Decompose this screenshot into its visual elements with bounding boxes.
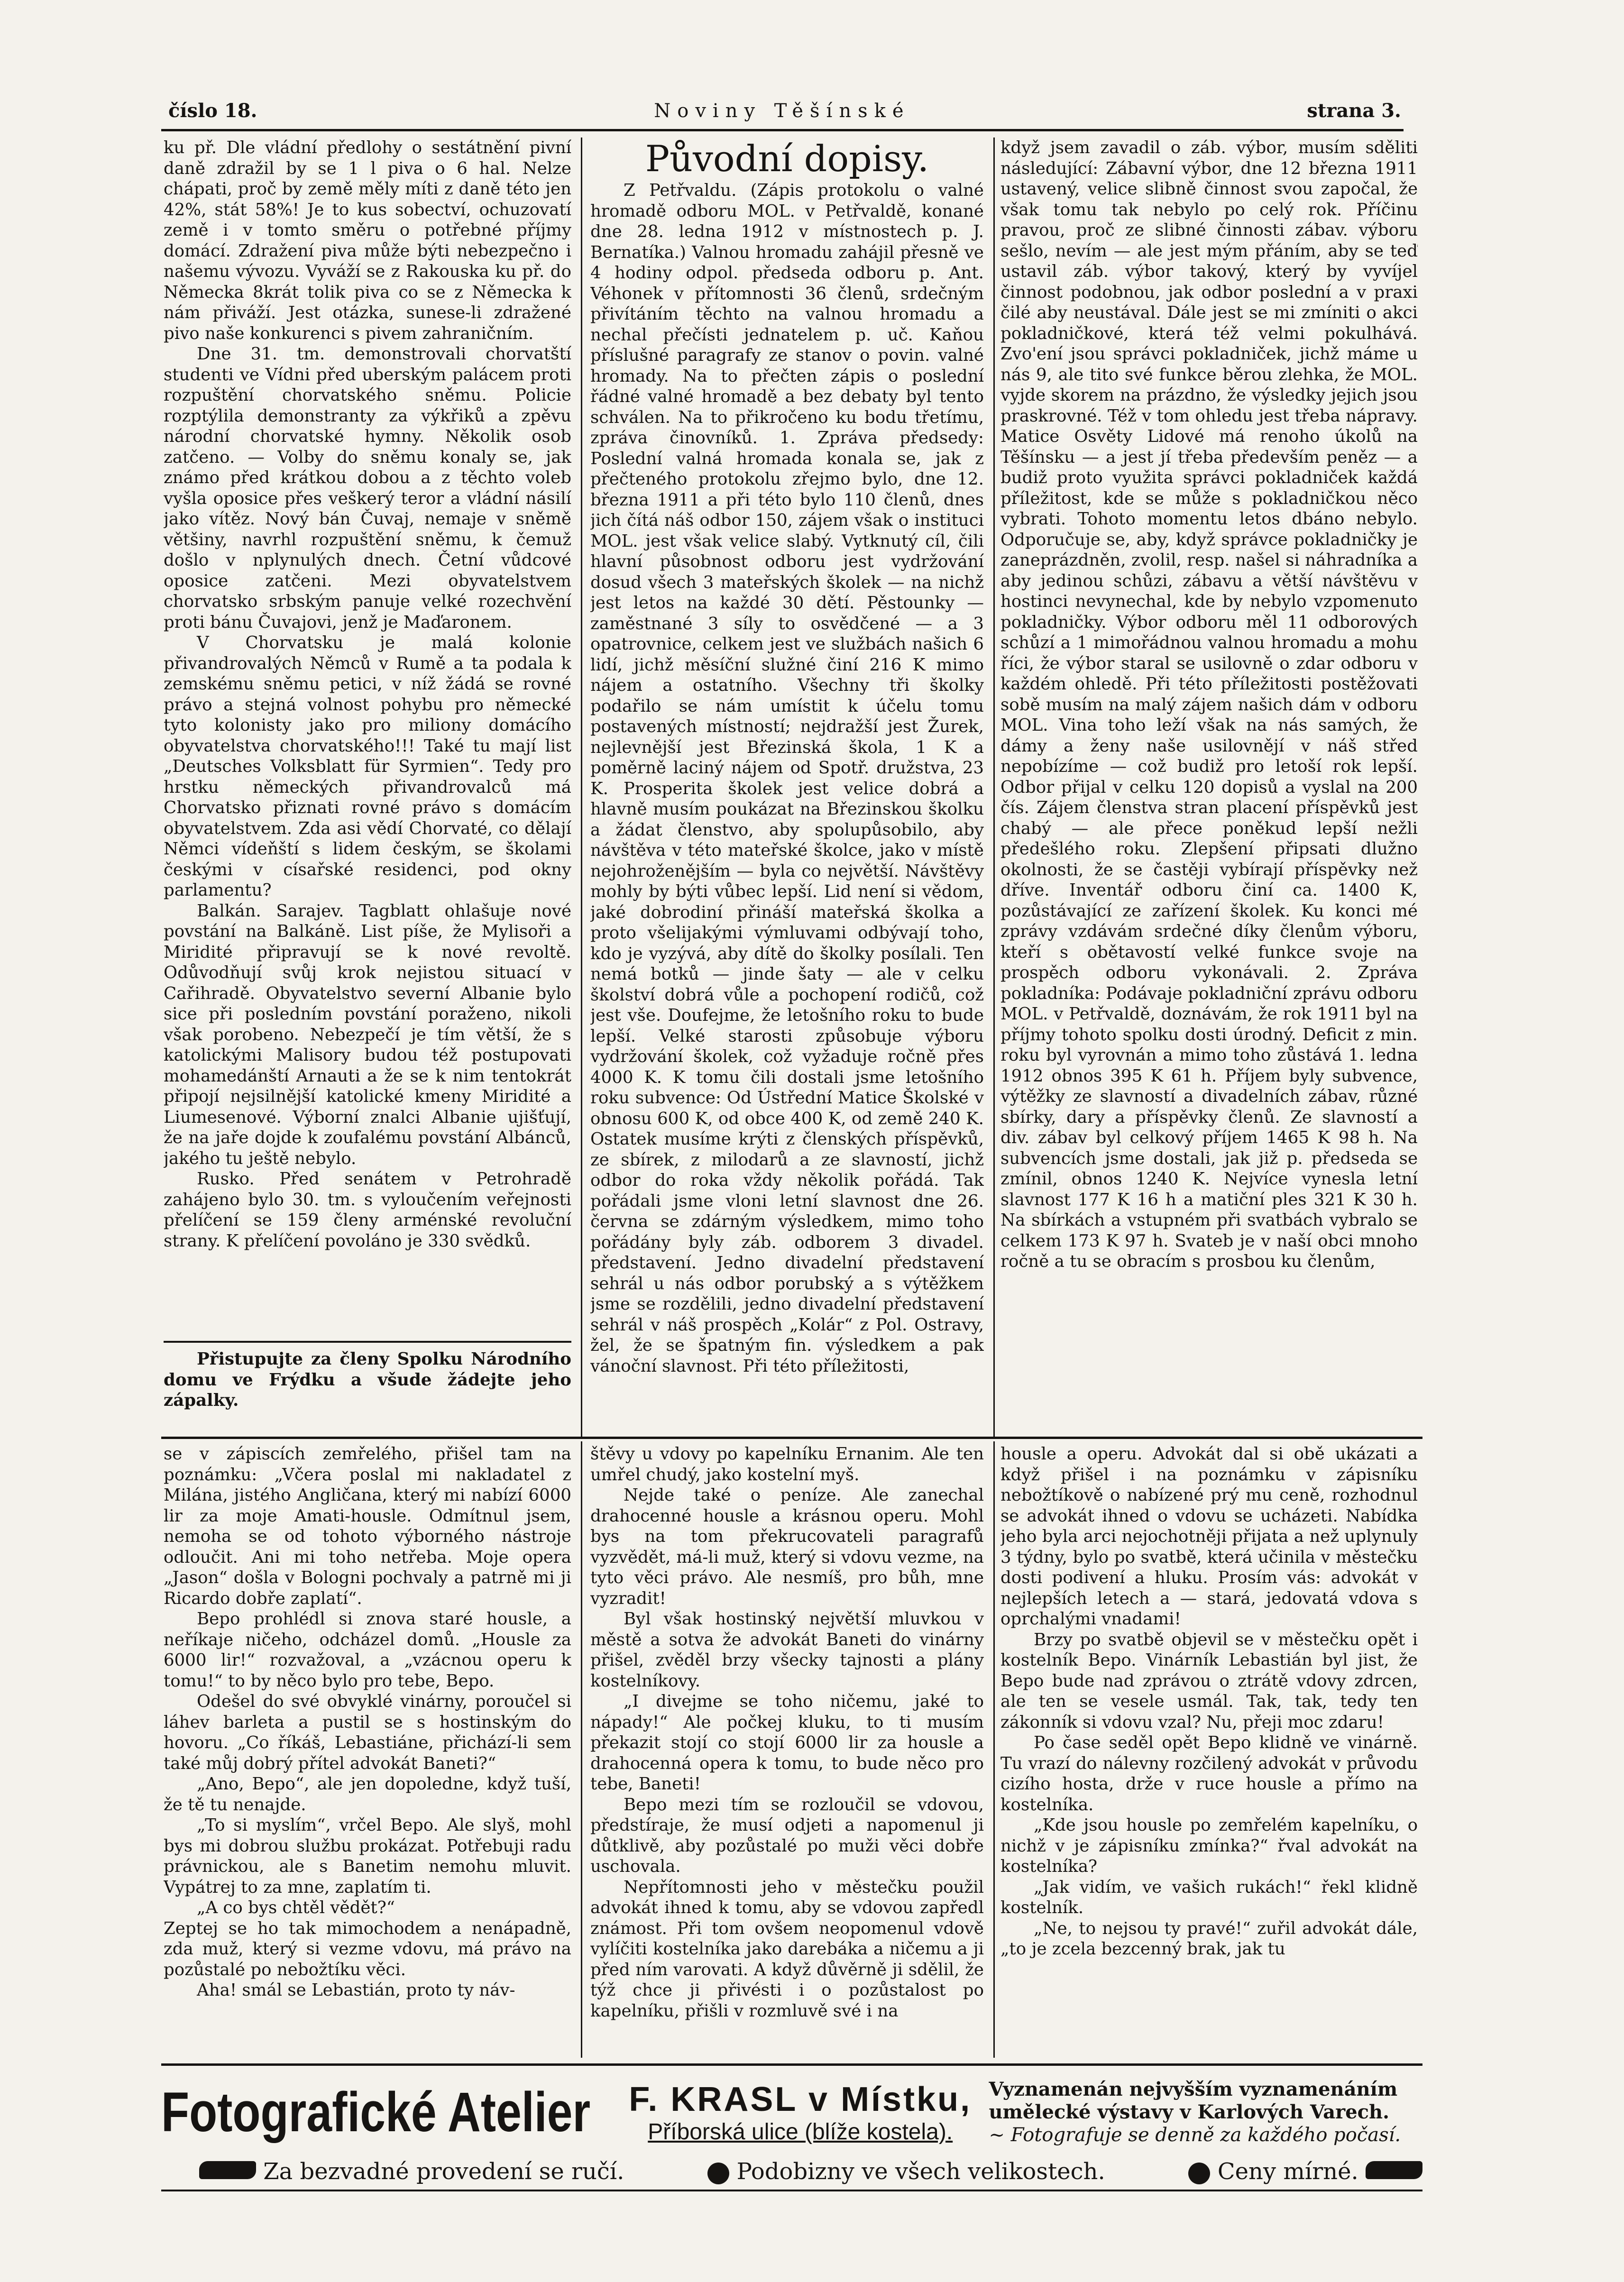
section-heading: Původní dopisy. [645, 137, 929, 180]
header-rule [161, 129, 1404, 131]
ink-blot-icon [1366, 2161, 1422, 2179]
story-paragraph: Brzy po svatbě objevil se v městečku opět i kostelník Bepo. Vinárník Lebastián byl jist, že Bepo bude nad zprávou o ztrátě vdovy zdrcen, ale ten se vesele usmál. Tak, tak, tedy ten zákonník si vdovu vzal? Nu, přeji moc zdaru! [1000, 1630, 1418, 1732]
issue-number: číslo 18. [168, 100, 257, 122]
section-rule [161, 1437, 1422, 1439]
story-paragraph: Bepo mezi tím se rozloučil se vdovou, předstíraje, že musí odjeti a napomenul ji důtklivě, aby pozůstalé po muži věci dobře uschovala. [590, 1795, 984, 1876]
story-paragraph: se v zápiscích zemřelého, přišel tam na poznámku: „Včera poslal mi nakladatel z Milána, jistého Angličana, který mi nabízí 6000 lir za moje Amati-housle. Odmítnul jsem, nemoha se od tohoto výborného nástroje odloučit. Ani mi toho netřeba. Moje opera „Jason“ došla v Bologni pochvaly a patrně mi ji Ricardo dobře zaplatí“. [164, 1444, 571, 1608]
ad-address: Příborská ulice (blíže kostela). [648, 2119, 953, 2145]
story-paragraph: „Kde jsou housle po zemřelém kapelníku, o nichž v je zápisníku zmínka?“ řval advokát na kostelníka? [1000, 1815, 1418, 1876]
ad-footer-item-1 [199, 2158, 624, 2185]
ad-business [612, 2080, 989, 2145]
story-paragraph: Odešel do své obvyklé vinárny, poroučel si láhev barleta a pustil se s hostinským do hovoru. „Co říkáš, Lebastiáne, přichází-li sem také můj dobrý přítel advokát Baneti?“ [164, 1692, 571, 1773]
photo-atelier-ad [161, 2070, 1441, 2155]
story-paragraph: „I divejme se toho ničemu, jaké to nápady!“ Ale počkej kluku, to ti musím překazit stojí co stojí 6000 lir za housle a drahocenná opera k tomu, to bude něco pro tebe, Baneti! [590, 1692, 984, 1794]
story-paragraph: Byl však hostinský největší mluvkou v městě a sotva že advokát Baneti do vinárny přišel, zvěděl brzy všecky tajnosti a plány kostelníkovy. [590, 1609, 984, 1691]
column-3-upper [1000, 137, 1418, 1432]
column-1-appeal [164, 1349, 571, 1430]
story-column-2 [590, 1444, 984, 2060]
bullet-icon [1188, 2163, 1210, 2184]
appeal-rule-top [164, 1341, 571, 1343]
story-paragraph: „Ne, to nejsou ty pravé!“ zuřil advokát dále, „to je zcela bezcenný brak, jak tu [1000, 1918, 1418, 1959]
club-appeal: Přistupujte za členy Spolku Národního domu ve Frýdku a všude žádejte jeho zápalky. [164, 1349, 571, 1410]
article-paragraph: ku př. Dle vládní předlohy o sestátnění pivní daně zdražil by se 1 l piva o 6 hal. Nelze chápati, proč by země měly míti z daně této jen 42%, stát 58%! Je to kus sobectví, ochuzovatí země i v tomto směru o potřebné příjmy domácí. Zdražení piva může býti nebezpečno i našemu vývozu. Vyváží se z Rakouska ku př. do Německa 8krát tolik piva co se z Německa k nám přiváží. Jest otázka, sunese-li zdražené pivo naše konkurenci s pivem zahraničním. [164, 138, 571, 343]
column-divider-3 [581, 1441, 582, 2058]
newspaper-title: Noviny Těšínské [654, 100, 910, 122]
story-paragraph: Po čase seděl opět Bepo klidně ve vinárně. Tu vrazí do nálevny rozčilený advokát v průvodu cizího hosta, drže v ruce housle a přímo na kostelníka. [1000, 1733, 1418, 1815]
column-divider-1 [581, 137, 582, 1437]
ad-footer-text-2: Podobizny ve všech velikostech. [736, 2158, 1105, 2185]
page-header [168, 100, 1401, 128]
story-column-1 [164, 1444, 571, 2060]
story-paragraph: „To si myslím“, vrčel Bepo. Ale slyš, mohl bys mi dobrou službu prokázat. Potřebuji radu právnickou, ale s Banetim nemohu mluvit. Vypátrej to za mne, zaplatím ti. [164, 1815, 571, 1897]
article-paragraph: Dne 31. tm. demonstrovali chorvatští studenti ve Vídni před uberským palácem proti rozpuštění chorvatského sněmu. Policie rozptýlila demonstranty za výkřiků a zpěvu národní chorvatské hymny. Několik osob zatčeno. — Volby do sněmu konaly se, jak známo před krátkou dobou a z těchto voleb vyšla oposice přes veškerý teror a vládní násilí jako vítěz. Nový bán Čuvaj, nemaje v sněmě většiny, navrhl rozpuštění sněmu, k čemuž došlo v nplynulých dnech. Četní vůdcové oposice zatčeni. Mezi obyvatelstvem chorvatsko srbským panuje velké rozechvění proti bánu Čuvajovi, jenž je Maďaronem. [164, 344, 571, 632]
story-paragraph: Aha! smál se Lebastián, proto ty náv- [197, 1980, 515, 2000]
column-2-upper [590, 137, 984, 1432]
ad-footer-item-2 [700, 2158, 1105, 2185]
ad-daily: ~ Fotografuje se denně za každého počasí. [989, 2124, 1401, 2146]
article-paragraph: V Chorvatsku je malá kolonie přivandrovalých Němců v Rumě a ta podala k zemskému sněmu petici, v níž žádá se rovné právo a stejná volnost pohybu pro německé tyto kolonisty jako pro miliony domácího obyvatelstva chorvatského!!! Také tu mají list „Deutsches Volksblatt für Syrmien“. Tedy pro hrstku německých přivandrovalců má Chorvatsko přiznati rovné právo s domácím obyvatelstvem. Zda asi vědí Chorvaté, co dělají Němci vídeňští s lidem českým, se školami českými v císařské residenci, pod okny parlamentu? [164, 633, 571, 900]
article-paragraph: když jsem zavadil o záb. výbor, musím sděliti následující: Zábavní výbor, dne 12 března 1911 ustavený, velice slibně činnost svou započal, že však tomu tak nebylo po celý rok. Příčinu pravou, proč ze slibné činnosti zábav. výboru sešlo, nevím — ale jest mým přáním, aby se teď ustavil záb. výbor takový, který by vyvíjel činnost podobnou, jak odbor poslední a v praxi čilé aby neustával. Dále jest se mi zmíniti o akci pokladničkové, která též velmi pokulhává. Zvo'ení jsou správci pokladniček, jichž máme u nás 9, ale tito své funkce běrou zlehka, že MOL. vyjde skorem na prázdno, že výsledky jejich jsou praskrovné. Též v tom ohledu jest třeba nápravy. Matice Osvěty Lidové má renoho úkolů na Těšínsku — a jest jí třeba především peněz — a budiž proto využita správci pokladniček každá příležitost, kde se může s pokladničkou něco vybrati. Tohoto momentu letos dbáno nebylo. Odporučuje se, aby, když správce pokladničky je zaneprázdněn, zvolil, resp. našel si náhradníka a aby jedinou schůzi, zábavu a větší návštěvu v hostinci nevynechal, kde by nebylo vzpomenuto pokladničky. Výbor odboru měl 11 odborových schůzí a 1 mimořádnou valnou hromadu a mohu říci, že výbor staral se usilovně o zdar odboru v každém ohledě. Při této příležitosti postěžovati sobě musím na malý zájem našich dám v odboru MOL. Vina toho leží však na nás samých, že dámy a ženy naše usilovnějí v náš střed nepobízíme — což budiž pro letoší rok lepší. Odbor přijal v celku 120 dopisů a vyslal na 200 čís. Zájem členstva stran placení příspěvků jest chabý — ale přece poněkud lepší nežli předešlého roku. Zlepšení připsati dlužno okolnosti, že se častěji vybírají příspěvky než dříve. Inventář odboru činí ca. 1400 K, pozůstávající ze zařízení školek. Ku konci mé zprávy vzdávám srdečné díky členům výboru, kteří s obětavostí velké funkce svoje na prospěch odboru vykonávali. 2. Zpráva pokladníka: Podávaje pokladniční zprávu odboru MOL. v Petřvaldě, doznávám, že rok 1911 byl na příjmy tohoto spolku dosti úrodný. Deficit z min. roku byl vyrovnán a mimo toho zůstává 1. ledna 1912 obnos 395 K 61 h. Příjem byly subvence, výtěžky ze slavností a divadelních zábav, různé sbírky, dary a příspěvky členů. Ze slavností a div. zábav byl celkový příjem 1465 K 98 h. Na subvencích jsme dostali, jak již p. předseda se zmínil, obnos 1240 K. Nejvíce vynesla letní slavnost 177 K 16 h a matiční ples 321 K 30 h. Na sbírkách a vstupném při svatbách vybralo se celkem 173 K 97 h. Svateb je v naší obci mnoho ročně a tu se obracím s prosbou ku členům, [1000, 138, 1418, 1271]
column-1-upper [164, 137, 571, 1304]
story-paragraph: Nejde také o peníze. Ale zanechal drahocenné housle a krásnou operu. Mohl bys na tom překrucovateli paragrafů vyzvědět, má-li muž, který si vdovu vezme, na tyto věci právo. Ale nesmíš, pro bůh, mne vyzradit! [590, 1485, 984, 1608]
story-column-3 [1000, 1444, 1418, 2060]
ad-rule-bottom [161, 2190, 1422, 2191]
story-paragraph: Bepo prohlédl si znova staré housle, a neříkaje ničeho, odcházel domů. „Housle za 6000 lir!“ rozvažoval, a „vzácnou operu k tomu!“ to by něco bylo pro tebe, Bepo. [164, 1609, 571, 1691]
ad-footer-text-3: Ceny mírné. [1217, 2158, 1358, 2185]
ad-headline: Fotografické Atelier [161, 2081, 591, 2144]
story-paragraph: štěvy u vdovy po kapelníku Ernanim. Ale ten umřel chudý, jako kostelní myš. [590, 1444, 984, 1485]
story-paragraph: „A co bys chtěl vědět?“ [197, 1898, 395, 1917]
ad-award-line-2: umělecké výstavy v Karlových Varech. [989, 2101, 1390, 2123]
bullet-icon [707, 2163, 729, 2184]
story-paragraph: Nepřítomnosti jeho v městečku použil advokát ihned k tomu, aby se vdovou zapředl známost. Při tom ovšem neopomenul vdově vylíčiti kostelníka jako darebáka a ničemu a ji před ním varovati. A když důvěrně ji sdělil, že týž chce ji přivésti i o pozůstalost po kapelníku, přišli v rozmluvě své i na [590, 1877, 984, 2021]
story-paragraph: „Jak vidím, ve vašich rukách!“ řekl klidně kostelník. [1000, 1877, 1418, 1917]
ad-award [989, 2078, 1441, 2146]
story-paragraph: Zeptej se ho tak mimochodem a nenápadně, zda muž, který si vezme vdovu, má právo na pozůstalé po nebožtíku věci. [164, 1918, 571, 1980]
page-number: strana 3. [1307, 100, 1401, 122]
article-paragraph: Z Petřvaldu. (Zápis protokolu o valné hromadě odboru MOL. v Petřvaldě, konané dne 28. ledna 1912 v místnostech p. J. Bernatíka.) Valnou hromadu zahájil přesně ve 4 hodiny odpol. předseda odboru p. Ant. Véhonek v přítomnosti 36 členů, srdečným přivítáním těchto na valnou hromadu a nechal přečísti jednatelem p. uč. Kaňou příslušné paragrafy ze stanov o povin. valné hromady. Na to přečten zápis o poslední řádné valné hromadě a bez debaty byl tento schválen. Na to přikročeno ku bodu třetímu, zpráva činovníků. 1. Zpráva předsedy: Poslední valná hromada konala se, jak z přečteného protokolu zřejmo bylo, dne 12. března 1911 a při této bylo 110 členů, dnes jich čítá náš odbor 150, zájem však o instituci MOL. jest však velice slabý. Vytknutý cíl, čili hlavní působnost odboru jest vydržování dosud všech 3 mateřských školek — na nichž jest letos na každé 30 dětí. Pěstounky — zaměstnané 3 síly to osvědčené — a 3 opatrovnice, celkem jest ve službách našich 6 lidí, jichž měsíční služné činí 216 K mimo nájem a ostatního. Všechny tři školky podařilo se nám umístit k účelu tomu postavených místností; nejdražší jest Žurek, nejlevnější jest Březinská škola, 1 K a poměrně laciný nájem od Spotř. družstva, 23 K. Prosperita školek jest velice dobrá a hlavně musím poukázat na Březinskou školku a žádat členstvo, aby spolupůsobilo, aby návštěva v této mateřské školce, jako v místě nejohroženějším — byla co největší. Návštěvy mohly by býti vůbec lepší. Lid není si vědom, jaké dobrodiní přináší mateřská školka a proto všelijakými výmluvami odbývají toho, kdo je vyzývá, aby dítě do školky posílali. Ten nemá botků — jinde šaty — ale v celku školství dobrá vůle a pochopení rodičů, což jest vše. Doufejme, že letošního roku to bude lepší. Velké starosti způsobuje výboru vydržování školek, což vyžaduje ročně přes 4000 K. K tomu čili dostali jsme letošního roku subvence: Od Ústřední Matice Školské v obnosu 600 K, od obce 400 K, od země 240 K. Ostatek musíme krýti z členských příspěvků, ze sbírek, z milodarů a ze slavností, jichž odbor do roka vždy několik pořádá. Tak pořádali jsme vloni letní slavnost dne 26. června se zdárným výsledkem, mimo toho pořádány byly záb. odborem 3 divadel. představení. Jedno divadelní představení sehrál u nás odbor porubský a s výtěžkem jsme se rozdělili, jedno divadelní představení sehrál v náš prospěch „Kolár“ z Pol. Ostravy, žel, že se špatným fin. výsledkem a pak vánoční slavnost. Při této příležitosti, [590, 181, 984, 1376]
column-divider-2 [993, 137, 995, 1437]
ad-footer [199, 2155, 1422, 2188]
ink-blot-icon [199, 2161, 256, 2179]
ad-rule-top [161, 2063, 1422, 2066]
story-paragraph: housle a operu. Advokát dal si obě ukázati a když přišel i na poznámku v zápisníku nebožtíkově o nabízené prý mu ceně, rozhodnul se advokát ihned o vdovu se ucházeti. Nabídka jeho byla arci nejochotněji přijata a než uplynuly 3 týdny, bylo po svatbě, která učinila v městečku dosti podivení a hluku. Prosím vás: advokát v nejlepších letech a — stará, jedovatá vdova s oprchalými vnadami! [1000, 1444, 1418, 1629]
column-divider-4 [993, 1441, 995, 2058]
article-paragraph: Balkán. Sarajev. Tagblatt ohlašuje nové povstání na Balkáně. List píše, že Mylisoři a Miridité připravují se k nové revoltě. Odůvodňují svůj krok nejistou situací v Cařihradě. Obyvatelstvo severní Albanie bylo sice při posledním povstání poraženo, nikoli však porobeno. Nebezpečí je tím větší, že s katolickými Malisory budou též postupovati mohamedánští Arnauti a že se k nim tentokrát připojí nejsilnější katolické kmeny Miridité a Liumesenové. Výborní znalci Albanie ujišťují, že na jaře dojde k zoufalému povstání Albánců, jakého tu ještě nebylo. [164, 901, 571, 1168]
ad-daily-text: Fotografuje se denně za každého počasí. [1010, 2124, 1401, 2146]
article-paragraph: Rusko. Před senátem v Petrohradě zahájeno bylo 30. tm. s vyloučením veřejnosti přelíčení se 159 členy arménské revoluční strany. K přelíčení povoláno je 330 svědků. [164, 1169, 571, 1251]
ad-award-line-1: Vyznamenán nejvyšším vyznamenáním [989, 2078, 1398, 2100]
ad-business-name: F. KRASL v Místku, [629, 2080, 972, 2118]
ad-footer-text-1: Za bezvadné provedení se ručí. [263, 2158, 624, 2185]
ad-footer-item-3 [1181, 2158, 1422, 2185]
story-paragraph: „Ano, Bepo“, ale jen dopoledne, když tuší, že tě tu nenajde. [164, 1774, 571, 1815]
